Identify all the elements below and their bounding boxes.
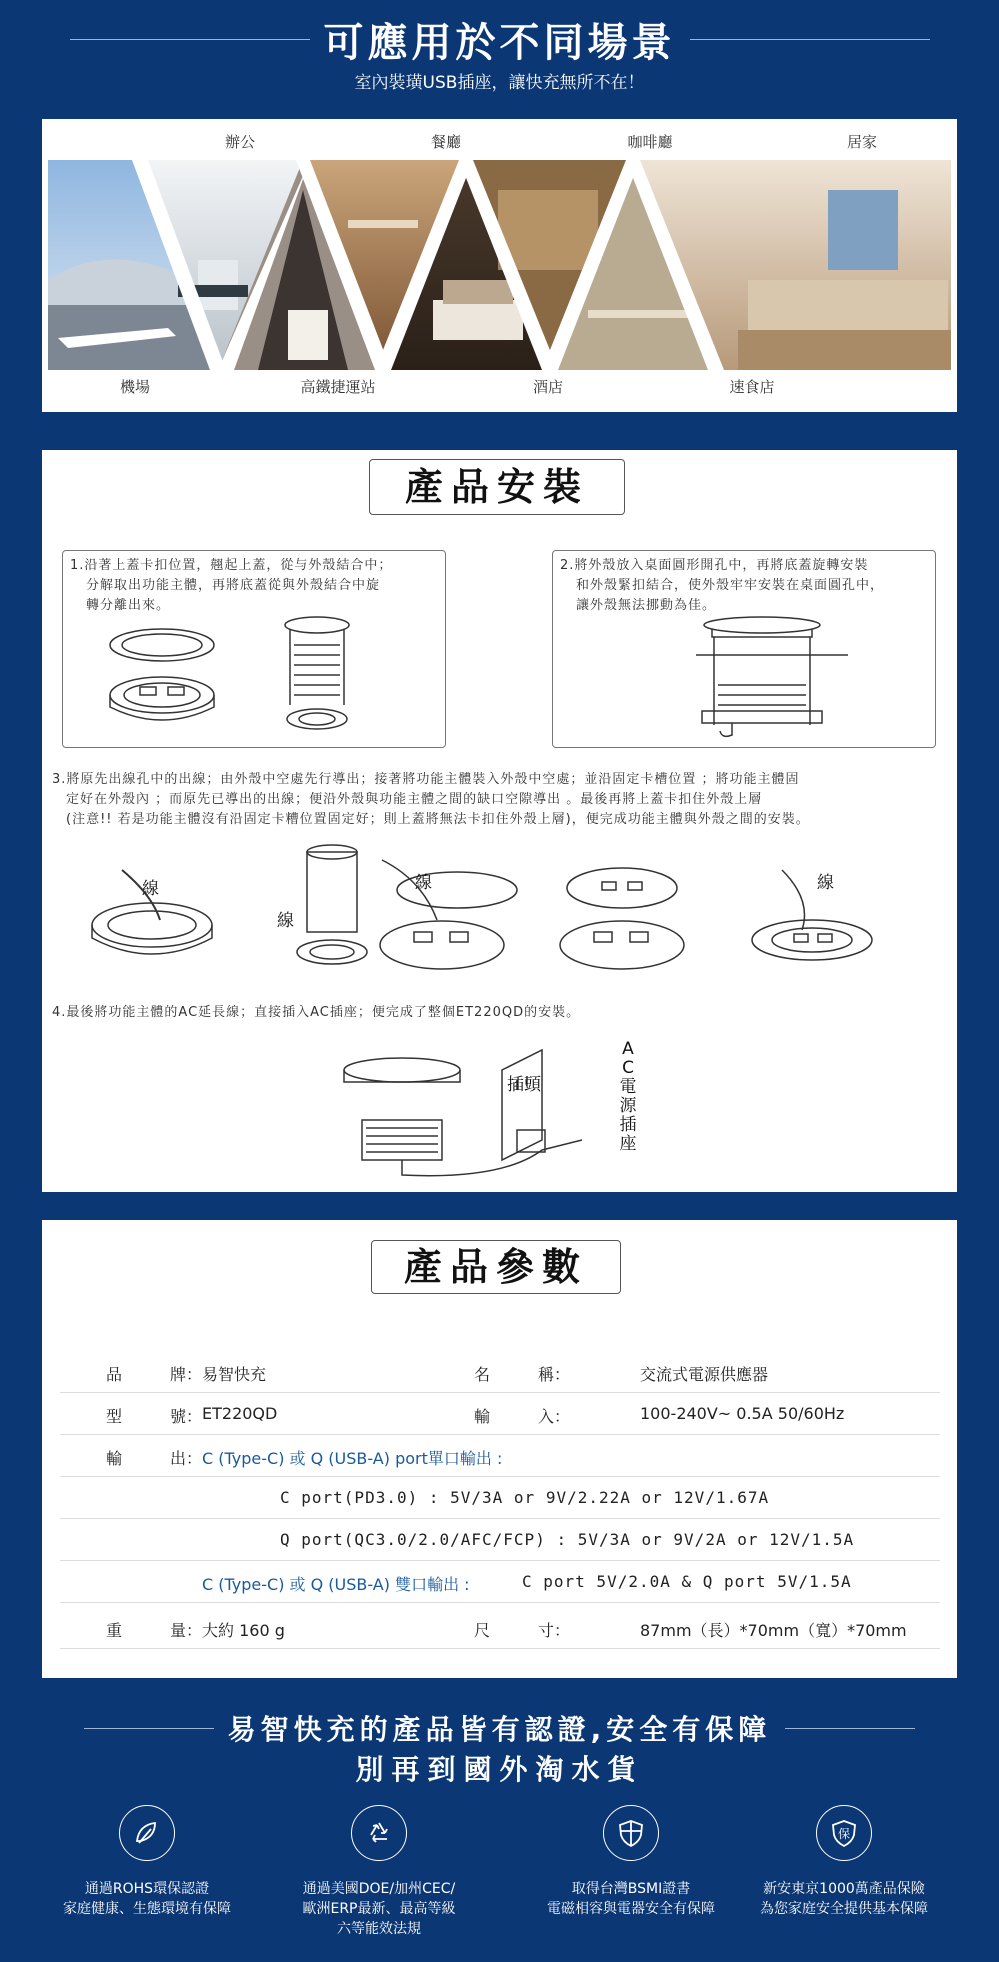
model-label: 型 號： <box>106 1407 203 1426</box>
params-panel <box>42 1220 957 1678</box>
divider <box>70 39 310 40</box>
hero-section <box>0 0 999 110</box>
param-row <box>60 1351 940 1393</box>
q-port-spec: Q port(QC3.0/2.0/AFC/FCP) : 5V/3A or 9V/2A or 12V/1.5A <box>280 1530 855 1549</box>
scene-label-fastfood: 速食店 <box>729 378 775 396</box>
insurance-icon <box>816 1805 872 1861</box>
size-value: 87mm（長）*70mm（寬）*70mm <box>640 1621 907 1640</box>
recycle-icon <box>351 1805 407 1861</box>
wire-label: 線 <box>817 873 834 893</box>
shield-icon <box>603 1805 659 1861</box>
svg-text:保: 保 <box>837 1827 851 1841</box>
cert-item-insurance: 保 新安東京1000萬產品保險 為您家庭安全提供基本保障 <box>734 1805 954 1919</box>
name-label: 名 稱： <box>474 1365 571 1384</box>
scene-label-home: 居家 <box>846 133 878 151</box>
input-value: 100-240V~ 0.5A 50/60Hz <box>640 1404 845 1423</box>
divider <box>84 1728 214 1729</box>
scene-photo-strip <box>48 160 951 370</box>
leaf-icon <box>119 1805 175 1861</box>
cert-subtitle: 別再到國外淘水貨 <box>355 1753 644 1786</box>
plug-label: 插頭 <box>507 1075 541 1095</box>
scenes-panel <box>42 119 957 412</box>
model-value: ET220QD <box>202 1404 278 1423</box>
param-row <box>60 1393 940 1435</box>
brand-value: 易智快充 <box>202 1365 267 1384</box>
step4-text: 4.最後將功能主體的AC延長線；直接插入AC插座；便完成了整個ET220QD的安裝。 <box>52 1005 581 1020</box>
c-port-spec: C port(PD3.0) : 5V/3A or 9V/2.22A or 12V/1.67A <box>280 1488 770 1507</box>
output-single-label: C (Type-C) 或 Q (USB-A) port單口輸出 : <box>202 1449 503 1468</box>
scene-label-cafe: 咖啡廳 <box>627 133 673 151</box>
divider <box>690 39 930 40</box>
cert-item-doe: 通過美國DOE/加州CEC/ 歐洲ERP最新、最高等級 六等能效法規 <box>269 1805 489 1939</box>
scene-label-airport: 機場 <box>119 378 151 396</box>
step4-illustration <box>342 1030 632 1185</box>
ac-socket-label: AC電源插座 <box>619 1039 637 1154</box>
name-value: 交流式電源供應器 <box>640 1365 769 1384</box>
brand-label: 品 牌： <box>106 1365 203 1384</box>
scene-label-station: 高鐵捷運站 <box>300 378 376 396</box>
param-row <box>60 1607 940 1649</box>
hero-title-row <box>0 14 999 64</box>
step3-text: 3.將原先出線孔中的出線；由外殼中空處先行導出；接著將功能主體裝入外殼中空處；並沿固定卡槽位置 ；將功能主體固 定好在外殼內 ；而原先已導出的出線；便沿外殼與功能主體之間的缺口空隙導出 。最後再將上蓋卡扣住外殼上層 (注意!! 若是功能主體沒有沿固定卡糟位置固定好；則上蓋將無法卡扣住外殼上層)，便完成功能主體與外殼之間的安裝。 <box>52 772 810 827</box>
param-row <box>60 1435 940 1477</box>
divider <box>785 1728 915 1729</box>
hero-subtitle: 室內裝璜USB插座，讓快充無所不在！ <box>354 73 645 93</box>
install-title: 產品安裝 <box>369 459 625 515</box>
scene-label-office: 辦公 <box>224 133 256 151</box>
scene-label-restaurant: 餐廳 <box>430 133 462 151</box>
step1-text: 1.沿著上蓋卡扣位置，翹起上蓋，從与外殼結合中； 分解取出功能主體，再將底蓋從與外殼結合中旋 轉分離出來。 <box>70 558 393 613</box>
cert-title-row <box>0 1708 999 1748</box>
dual-output-value: C port 5V/2.0A & Q port 5V/1.5A <box>522 1572 852 1591</box>
output-label: 輸 出： <box>106 1449 203 1468</box>
weight-label: 重 量： <box>106 1621 203 1640</box>
install-panel <box>42 450 957 1192</box>
hero-title: 可應用於不同場景 <box>323 19 676 66</box>
cert-item-bsmi: 取得台灣BSMI證書 電磁相容與電器安全有保障 <box>521 1805 741 1919</box>
step2-illustration <box>692 615 852 743</box>
dual-output-label: C (Type-C) 或 Q (USB-A) 雙口輸出 : <box>202 1575 470 1594</box>
param-row <box>60 1519 940 1561</box>
cert-item-rohs: 通過ROHS環保認證 家庭健康、生態環境有保障 <box>37 1805 257 1919</box>
size-label: 尺 寸： <box>474 1621 571 1640</box>
scene-label-hotel: 酒店 <box>532 378 564 396</box>
step3-illustrations <box>82 840 942 990</box>
param-row <box>60 1561 940 1603</box>
params-title: 產品參數 <box>371 1240 621 1294</box>
input-label: 輸 入： <box>474 1407 571 1426</box>
param-row <box>60 1477 940 1519</box>
wire-label: 線 <box>142 879 159 899</box>
step1-illustration <box>102 615 422 743</box>
cert-title: 易智快充的產品皆有認證,安全有保障 <box>227 1713 772 1746</box>
weight-value: 大約 160 g <box>202 1621 285 1640</box>
wire-label: 線 <box>415 873 432 893</box>
step2-text: 2.將外殼放入桌面圓形開孔中，再將底蓋旋轉安裝 和外殼緊扣結合，使外殼牢牢安裝在桌面圓孔中， 讓外殼無法挪動為佳。 <box>560 558 885 613</box>
wire-label: 線 <box>277 911 294 931</box>
